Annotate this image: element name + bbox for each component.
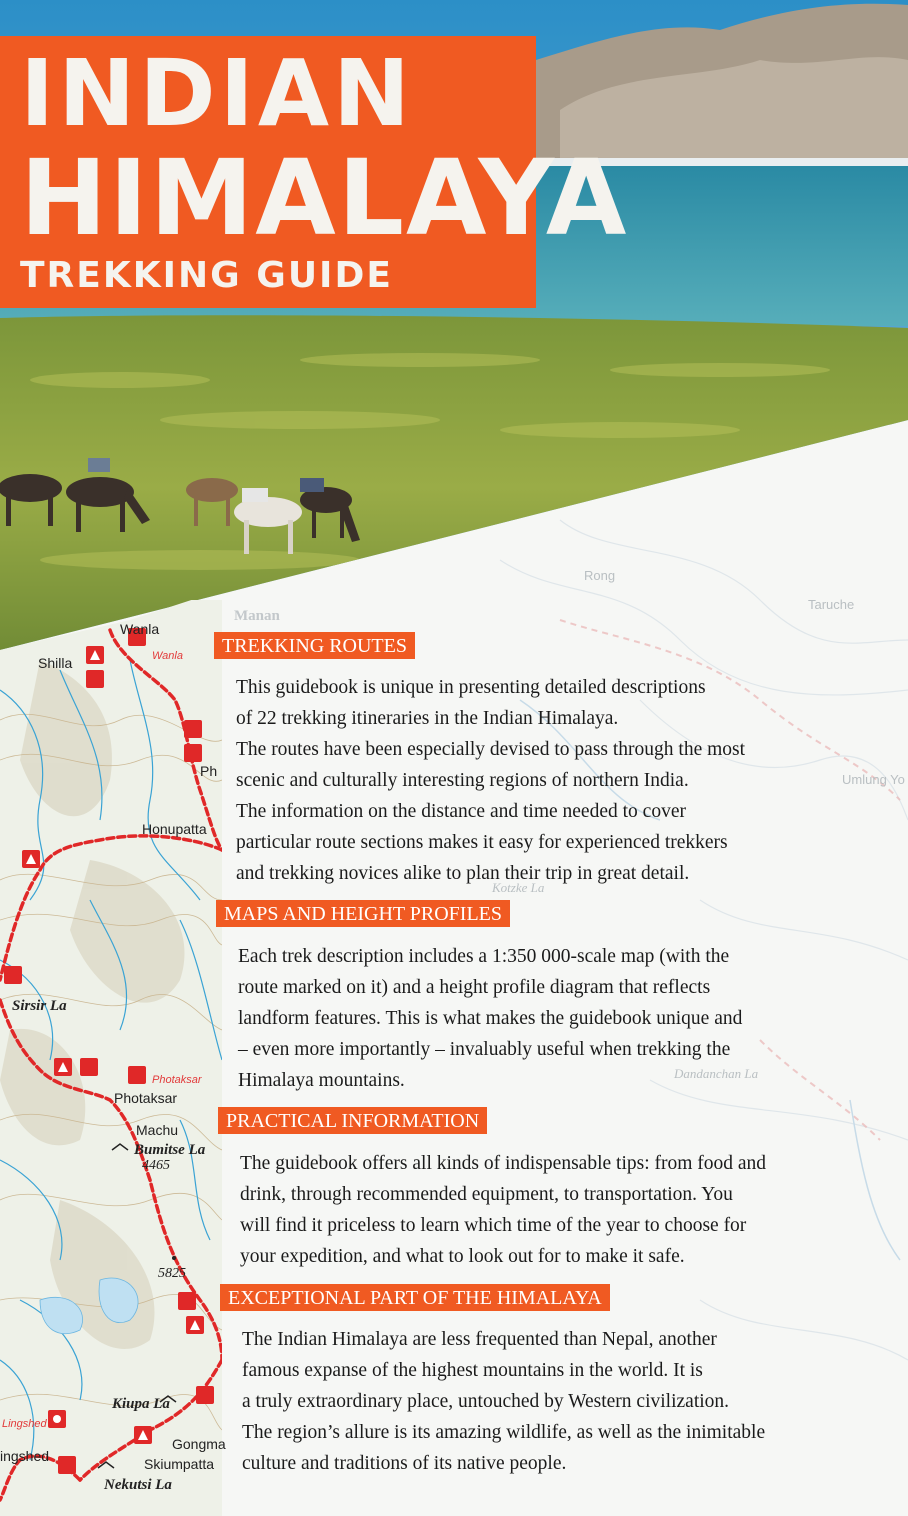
map-label-peak-elev: 5825 xyxy=(158,1266,186,1281)
map-label-bumitse-elev: 4465 xyxy=(142,1158,170,1173)
bg-label-taruche: Taruche xyxy=(808,597,855,612)
section-heading-maps: MAPS AND HEIGHT PROFILES xyxy=(216,900,510,927)
map-label-photaksar: Photaksar xyxy=(114,1090,178,1106)
section-text-exceptional: The Indian Himalaya are less frequented than Nepal, another famous expanse of the highest mountains in the world. It is a truly extraordinary place, untouched by Western civilization. The region’s allure is its amazing wildlife, as well as the inimitable culture and traditions of its native people. xyxy=(242,1329,766,1474)
map-label-kiupa-la: Kiupa La xyxy=(112,1396,170,1412)
section-text-maps: Each trek description includes a 1:350 000-scale map (with the route marked on it) and a height profile diagram that reflects landform features. This is what makes the guidebook unique and – even more importantly – invaluably useful when trekking the Himalaya mountains. xyxy=(238,946,743,1091)
map-label-sirsir-la: Sirsir La xyxy=(12,998,67,1014)
map-label-honupatta: Honupatta xyxy=(142,821,207,837)
map-label-machu: Machu xyxy=(136,1122,179,1138)
map-label-lingshed: ingshed xyxy=(0,1448,50,1464)
section-text-practical: The guidebook offers all kinds of indispensable tips: from food and drink, through recommended equipment, to transportation. You will find it priceless to learn which time of the year to choose for your expedition, and what to look out for to make it safe. xyxy=(240,1153,767,1267)
bg-label-dandanchan: Dandanchan La xyxy=(674,1066,759,1081)
title-block xyxy=(0,36,629,308)
route-map xyxy=(0,600,226,1516)
bg-label-manan: Manan xyxy=(234,608,280,624)
section-heading-exceptional: EXCEPTIONAL PART OF THE HIMALAYA xyxy=(220,1284,610,1311)
bg-label-rong: Rong xyxy=(584,568,616,583)
map-label-wanla: Wanla xyxy=(120,621,160,637)
map-label-wanla-red: Wanla xyxy=(152,650,183,662)
map-label-skiumpatta: Skiumpatta xyxy=(144,1456,215,1472)
section-text-trekking-routes: This guidebook is unique in presenting detailed descriptions of 22 trekking itineraries in the Indian Himalaya. The routes have been especially devised to pass through the most scenic and culturally interesting regions of northern India. The information on the distance and time needed to cover particular route sections makes it easy for experienced trekkers and trekking novices alike to plan their trip in great detail. xyxy=(236,677,746,884)
map-label-bumitse-la: Bumitse La xyxy=(134,1142,206,1158)
section-heading-trekking-routes: TREKKING ROUTES xyxy=(214,632,415,659)
section-heading-practical: PRACTICAL INFORMATION xyxy=(218,1107,487,1134)
map-label-shilla: Shilla xyxy=(38,655,73,671)
map-label-gongma: Gongma xyxy=(172,1436,226,1452)
title-line-2: HIMALAYA xyxy=(20,137,629,259)
subtitle: TREKKING GUIDE xyxy=(20,255,393,296)
map-label-nekutsi-la: Nekutsi La xyxy=(104,1477,172,1493)
map-label-lingshed-red: Lingshed xyxy=(2,1418,47,1430)
map-label-phanjila: Ph xyxy=(200,763,218,779)
map-label-photaksar-red: Photaksar xyxy=(152,1074,202,1086)
title-line-1: INDIAN xyxy=(20,40,415,147)
bg-label-umlung: Umlung Yo xyxy=(842,772,905,787)
bg-label-kotzke: Kotzke La xyxy=(492,880,545,895)
